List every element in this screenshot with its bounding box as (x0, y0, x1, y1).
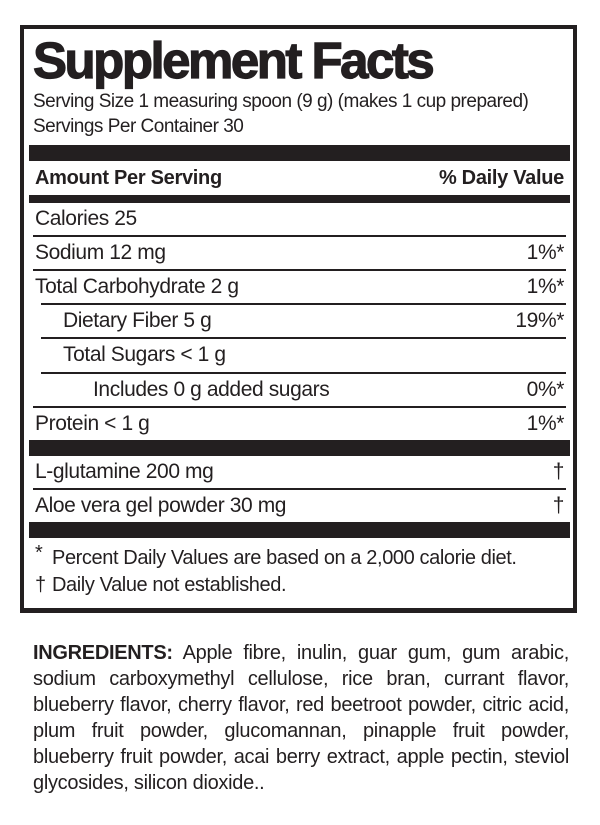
supplement-row (33, 456, 566, 488)
calories-row (33, 203, 566, 235)
nutrient-row (33, 235, 566, 269)
supplement-value: † (552, 459, 564, 483)
nutrient-name: Includes 0 g added sugars (93, 377, 330, 401)
amount-per-serving-header: Amount Per Serving (35, 166, 222, 189)
nutrient-value: 1%* (526, 411, 564, 435)
footnote-row (35, 542, 564, 572)
nutrient-value: 19%* (515, 309, 564, 333)
supplement-name: Aloe vera gel powder 30 mg (35, 494, 287, 518)
supplement-facts-panel (20, 25, 577, 613)
nutrient-name: Dietary Fiber 5 g (63, 309, 212, 333)
ingredients-label: INGREDIENTS: (33, 642, 173, 665)
medium-separator-bar (29, 195, 570, 203)
footnote-symbol: † (35, 573, 46, 596)
nutrient-name: Sodium 12 mg (35, 241, 166, 265)
daily-value-header: % Daily Value (438, 166, 564, 189)
column-header-row (33, 161, 566, 195)
nutrient-value: 0%* (526, 377, 564, 401)
nutrient-name: Total Carbohydrate 2 g (35, 275, 239, 299)
footnote-text: Percent Daily Values are based on a 2,000 calorie diet. (52, 547, 517, 570)
nutrient-row (33, 406, 566, 440)
thick-separator-bar (29, 145, 570, 161)
ingredients-text: Apple fibre, inulin, guar gum, gum arabic, sodium carboxymethyl cellulose, rice bran, currant flavor, blueberry flavor, cherry flavor, red beetroot powder, citric acid, plum fruit powder, glucomannan, pinapple fruit powder, blueberry fruit powder, acai berry extract, apple pectin, steviol glycosides, silicon dioxide.. (33, 642, 569, 795)
nutrient-value: 1%* (526, 275, 564, 299)
nutrient-name: Calories 25 (35, 206, 137, 230)
supplement-name: L-glutamine 200 mg (35, 459, 214, 483)
servings-per-container-text: Servings Per Container 30 (33, 116, 244, 138)
serving-size-text: Serving Size 1 measuring spoon (9 g) (makes 1 cup prepared) (33, 91, 529, 112)
nutrient-value: 1%* (526, 241, 564, 265)
footnote-text: Daily Value not established. (52, 573, 287, 596)
ingredients-section (33, 640, 569, 796)
supplement-value: † (552, 494, 564, 518)
nutrient-name: Total Sugars < 1 g (63, 343, 226, 367)
nutrient-row (33, 269, 566, 303)
nutrient-row (41, 337, 566, 371)
supplement-row (33, 488, 566, 522)
thick-separator-bar (29, 522, 570, 538)
nutrient-row (41, 372, 566, 406)
footnotes-section (33, 538, 566, 600)
footnote-symbol: * (35, 542, 43, 565)
thick-separator-bar (29, 440, 570, 456)
footnote-row (35, 572, 564, 599)
panel-title: Supplement Facts (33, 32, 433, 89)
nutrient-name: Protein < 1 g (35, 411, 150, 435)
nutrient-row (41, 303, 566, 337)
